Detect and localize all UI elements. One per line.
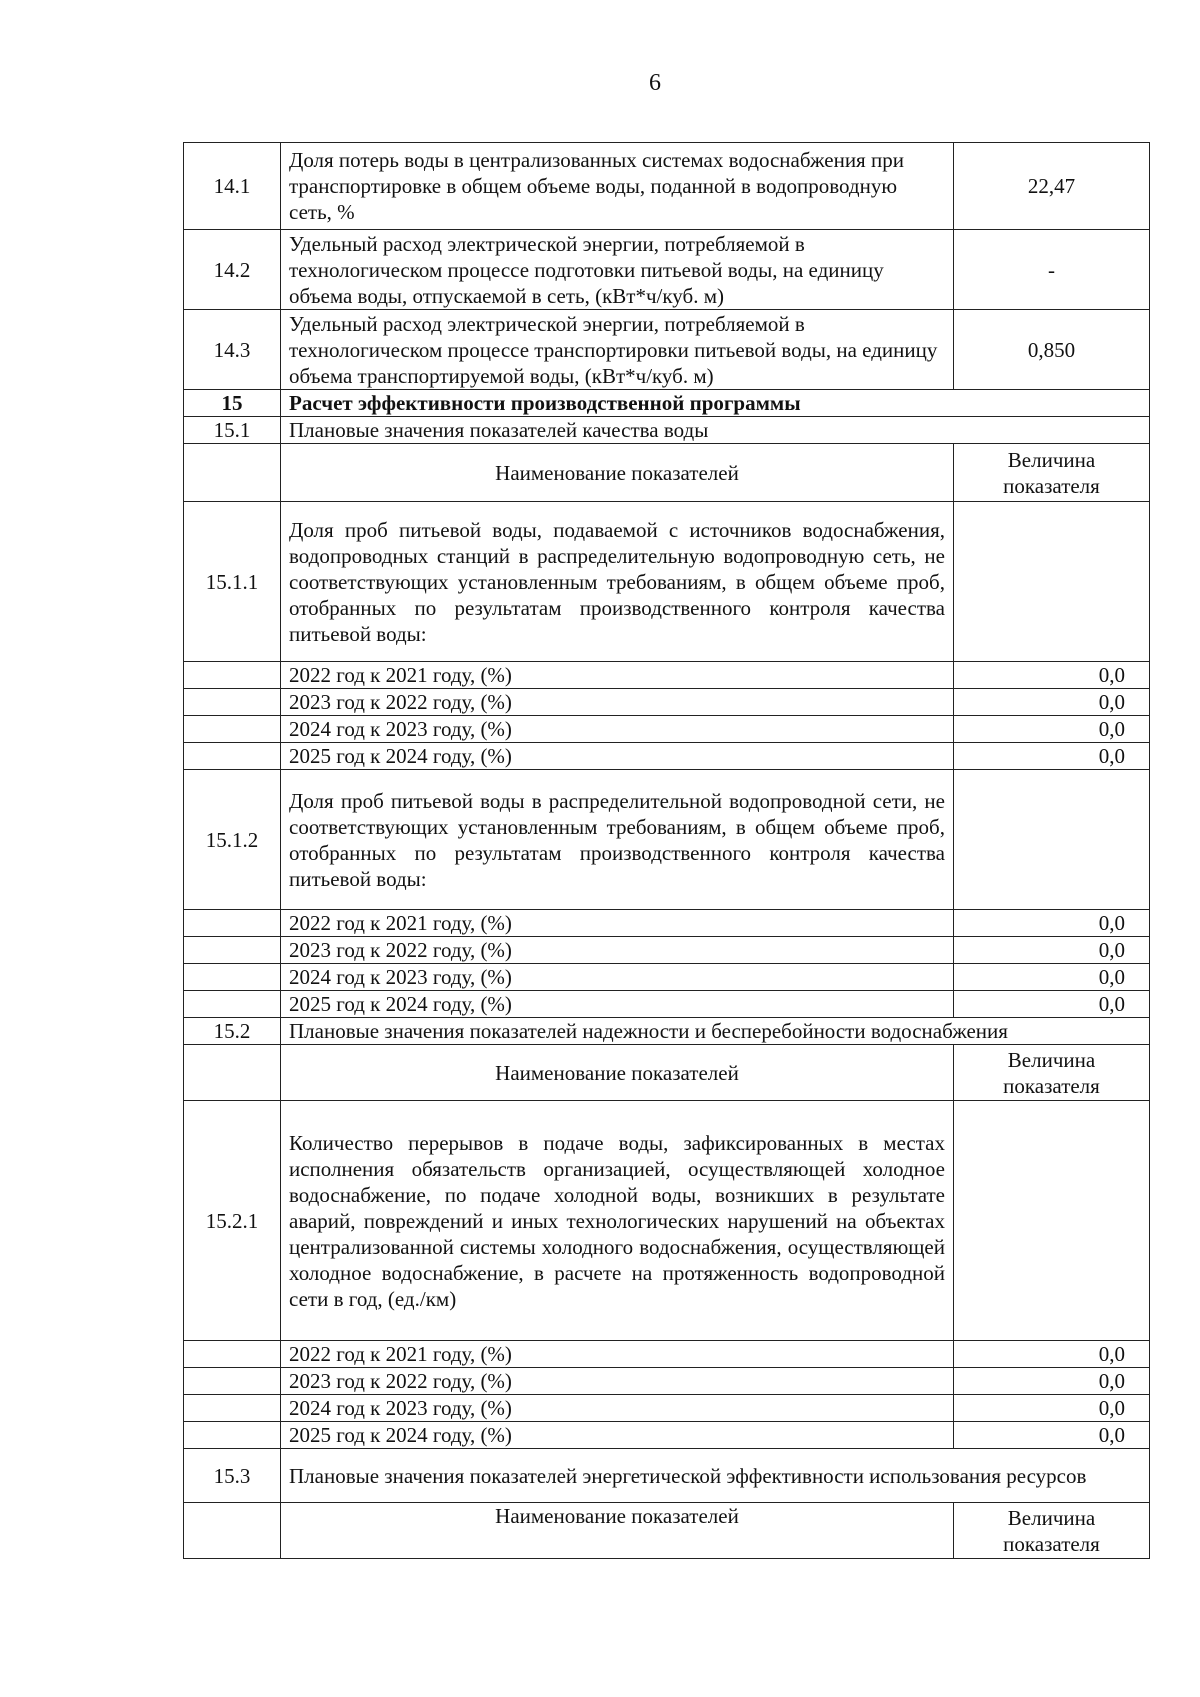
year-label: 2025 год к 2024 году, (%) <box>281 991 954 1018</box>
year-value: 0,0 <box>954 743 1150 770</box>
column-header-name: Наименование показателей <box>281 1503 954 1559</box>
year-label: 2022 год к 2021 году, (%) <box>281 1341 954 1368</box>
column-header-row <box>184 1503 1150 1559</box>
year-label: 2025 год к 2024 году, (%) <box>281 1422 954 1449</box>
year-value: 0,0 <box>954 910 1150 937</box>
row-number: 15.1.1 <box>184 502 281 662</box>
indicator-name: Удельный расход электрической энергии, потребляемой в технологическом процессе транспортировки питьевой воды, на единицу объема транспортируемой воды, (кВт*ч/куб. м) <box>281 310 954 390</box>
row-number: 14.1 <box>184 143 281 230</box>
year-label: 2023 год к 2022 году, (%) <box>281 689 954 716</box>
subsection-row <box>184 1018 1150 1045</box>
section-row <box>184 390 1150 417</box>
year-value: 0,0 <box>954 1341 1150 1368</box>
year-row <box>184 1341 1150 1368</box>
year-label: 2023 год к 2022 году, (%) <box>281 1368 954 1395</box>
column-header-name: Наименование показателей <box>281 444 954 502</box>
year-label: 2023 год к 2022 году, (%) <box>281 937 954 964</box>
column-header-value: Величина показателя <box>954 1045 1150 1101</box>
year-value: 0,0 <box>954 662 1150 689</box>
subsection-row <box>184 417 1150 444</box>
indicator-name: Количество перерывов в подаче воды, зафиксированных в местах исполнения обязательств организацией, осуществляющей холодное водоснабжение, по подаче холодной воды, возникших в результате аварий, повреждений и иных технологических нарушений на объектах централизованной системы холодного водоснабжения, осуществляющей холодное водоснабжение, в расчете на протяженность водопроводной сети в год, (ед./км) <box>281 1101 954 1341</box>
section-title: Расчет эффективности производственной программы <box>281 390 1150 417</box>
table-row <box>184 230 1150 310</box>
indicator-value: 22,47 <box>954 143 1150 230</box>
subsection-number: 15.2 <box>184 1018 281 1045</box>
column-header-value: Величина показателя <box>954 444 1150 502</box>
indicator-value: 0,850 <box>954 310 1150 390</box>
subsection-number: 15.3 <box>184 1449 281 1503</box>
column-header-value: Величина показателя <box>954 1503 1150 1559</box>
year-row <box>184 716 1150 743</box>
table-row <box>184 1101 1150 1341</box>
year-label: 2022 год к 2021 году, (%) <box>281 910 954 937</box>
year-row <box>184 991 1150 1018</box>
year-label: 2025 год к 2024 году, (%) <box>281 743 954 770</box>
indicator-name: Доля проб питьевой воды в распределительной водопроводной сети, не соответствующих установленным требованиям, в общем объеме проб, отобранных по результатам производственного контроля качества питьевой воды: <box>281 770 954 910</box>
year-value: 0,0 <box>954 689 1150 716</box>
row-number: 14.2 <box>184 230 281 310</box>
section-number: 15 <box>184 390 281 417</box>
subsection-row <box>184 1449 1150 1503</box>
year-value: 0,0 <box>954 991 1150 1018</box>
subsection-title: Плановые значения показателей качества воды <box>281 417 1150 444</box>
table-row <box>184 143 1150 230</box>
year-value: 0,0 <box>954 937 1150 964</box>
page-number: 6 <box>649 70 661 96</box>
year-value: 0,0 <box>954 1368 1150 1395</box>
year-label: 2024 год к 2023 году, (%) <box>281 1395 954 1422</box>
year-row <box>184 910 1150 937</box>
indicator-name: Удельный расход электрической энергии, потребляемой в технологическом процессе подготовки питьевой воды, на единицу объема воды, отпускаемой в сеть, (кВт*ч/куб. м) <box>281 230 954 310</box>
indicator-name: Доля потерь воды в централизованных системах водоснабжения при транспортировке в общем объеме воды, поданной в водопроводную сеть, % <box>281 143 954 230</box>
table-row <box>184 502 1150 662</box>
year-row <box>184 1368 1150 1395</box>
row-number: 14.3 <box>184 310 281 390</box>
year-row <box>184 1422 1150 1449</box>
year-row <box>184 1395 1150 1422</box>
table-row <box>184 310 1150 390</box>
column-header-row <box>184 1045 1150 1101</box>
year-row <box>184 689 1150 716</box>
year-value: 0,0 <box>954 1422 1150 1449</box>
subsection-number: 15.1 <box>184 417 281 444</box>
subsection-title: Плановые значения показателей надежности и бесперебойности водоснабжения <box>281 1018 1150 1045</box>
year-value: 0,0 <box>954 964 1150 991</box>
year-value: 0,0 <box>954 1395 1150 1422</box>
year-row <box>184 937 1150 964</box>
year-row <box>184 964 1150 991</box>
year-row <box>184 743 1150 770</box>
subsection-title: Плановые значения показателей энергетической эффективности использования ресурсов <box>281 1449 1150 1503</box>
year-value: 0,0 <box>954 716 1150 743</box>
column-header-name: Наименование показателей <box>281 1045 954 1101</box>
column-header-row <box>184 444 1150 502</box>
indicator-name: Доля проб питьевой воды, подаваемой с источников водоснабжения, водопроводных станций в распределительную водопроводную сеть, не соответствующих установленным требованиям, в общем объеме проб, отобранных по результатам производственного контроля качества питьевой воды: <box>281 502 954 662</box>
indicators-table <box>183 142 1150 1559</box>
year-label: 2024 год к 2023 году, (%) <box>281 964 954 991</box>
row-number: 15.2.1 <box>184 1101 281 1341</box>
table-row <box>184 770 1150 910</box>
year-label: 2024 год к 2023 году, (%) <box>281 716 954 743</box>
year-row <box>184 662 1150 689</box>
indicator-value: - <box>954 230 1150 310</box>
year-label: 2022 год к 2021 году, (%) <box>281 662 954 689</box>
row-number: 15.1.2 <box>184 770 281 910</box>
